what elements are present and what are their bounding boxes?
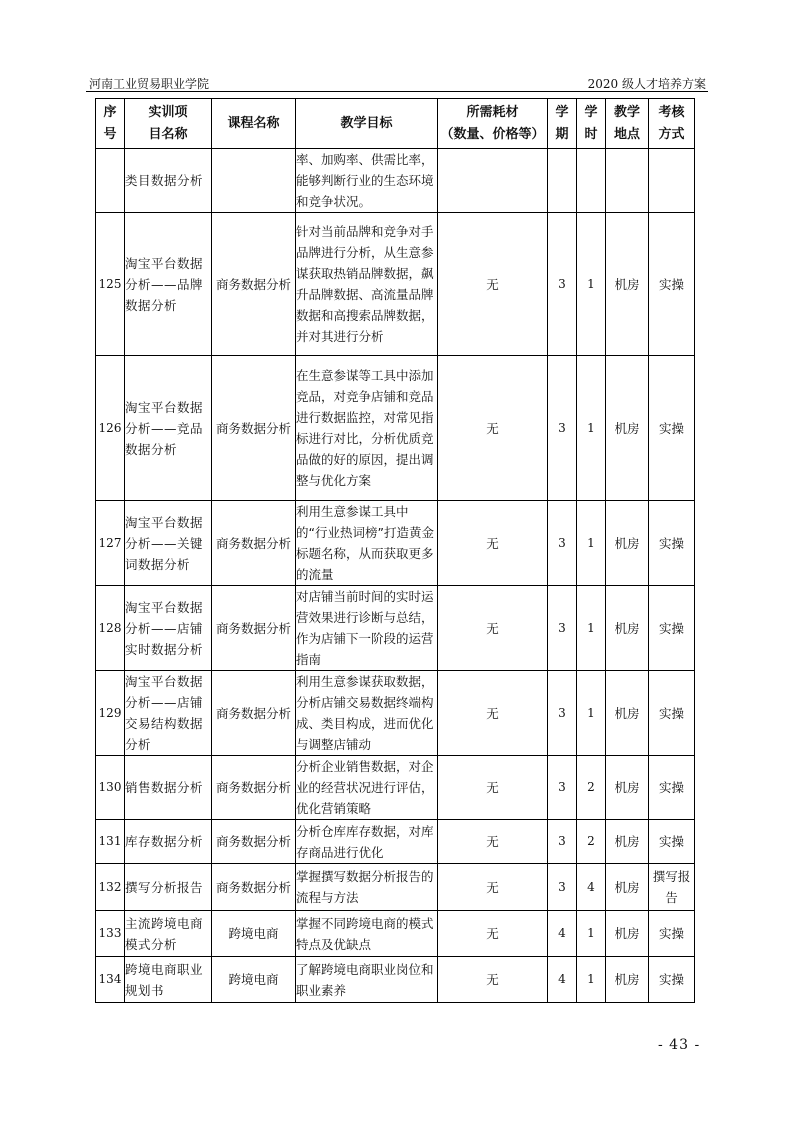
cell-assessment: 撰写报告 <box>649 864 695 911</box>
cell-term: 4 <box>548 911 577 957</box>
cell-location: 机房 <box>606 501 649 586</box>
cell-no: 125 <box>96 213 125 356</box>
cell-materials: 无 <box>438 501 548 586</box>
table-header-row <box>96 99 695 149</box>
cell-objective: 利用生意参谋工具中的“行业热词榜”打造黄金标题名称，从而获取更多的流量 <box>296 501 438 586</box>
training-projects-table <box>95 98 695 1003</box>
cell-course: 商务数据分析 <box>212 820 296 864</box>
cell-project: 淘宝平台数据分析——店铺交易结构数据分析 <box>125 671 212 756</box>
cell-materials: 无 <box>438 756 548 820</box>
cell-hours: 1 <box>577 501 606 586</box>
cell-materials: 无 <box>438 957 548 1003</box>
table-row <box>96 756 695 820</box>
cell-no: 132 <box>96 864 125 911</box>
cell-assessment: 实操 <box>649 586 695 671</box>
cell-course: 商务数据分析 <box>212 356 296 501</box>
cell-project: 淘宝平台数据分析——店铺实时数据分析 <box>125 586 212 671</box>
cell-course: 跨境电商 <box>212 957 296 1003</box>
cell-assessment: 实操 <box>649 957 695 1003</box>
cell-location: 机房 <box>606 756 649 820</box>
cell-course: 商务数据分析 <box>212 671 296 756</box>
cell-no: 131 <box>96 820 125 864</box>
table-row <box>96 820 695 864</box>
cell-objective: 了解跨境电商职业岗位和职业素养 <box>296 957 438 1003</box>
cell-assessment <box>649 149 695 213</box>
cell-term: 3 <box>548 864 577 911</box>
cell-location: 机房 <box>606 586 649 671</box>
cell-materials: 无 <box>438 213 548 356</box>
cell-project: 淘宝平台数据分析——竞品数据分析 <box>125 356 212 501</box>
cell-hours: 2 <box>577 756 606 820</box>
page-number: - 43 - <box>658 1037 701 1053</box>
cell-course: 商务数据分析 <box>212 586 296 671</box>
cell-assessment: 实操 <box>649 501 695 586</box>
cell-term: 3 <box>548 820 577 864</box>
header-project: 实训项 目名称 <box>125 99 212 149</box>
table-row <box>96 149 695 213</box>
table-row <box>96 957 695 1003</box>
table-row <box>96 213 695 356</box>
header-assessment: 考核 方式 <box>649 99 695 149</box>
cell-hours: 2 <box>577 820 606 864</box>
cell-project: 主流跨境电商模式分析 <box>125 911 212 957</box>
cell-assessment: 实操 <box>649 911 695 957</box>
cell-objective: 在生意参谋等工具中添加竞品，对竞争店铺和竞品进行数据监控，对常见指标进行对比，分析优质竞品做的好的原因，提出调整与优化方案 <box>296 356 438 501</box>
cell-no: 129 <box>96 671 125 756</box>
cell-materials: 无 <box>438 820 548 864</box>
institution-name: 河南工业贸易职业学院 <box>89 77 210 91</box>
cell-location <box>606 149 649 213</box>
cell-location: 机房 <box>606 671 649 756</box>
cell-location: 机房 <box>606 911 649 957</box>
cell-objective: 分析仓库库存数据，对库存商品进行优化 <box>296 820 438 864</box>
header-objective: 教学目标 <box>296 99 438 149</box>
cell-term: 4 <box>548 957 577 1003</box>
cell-course: 商务数据分析 <box>212 501 296 586</box>
cell-location: 机房 <box>606 356 649 501</box>
cell-project: 撰写分析报告 <box>125 864 212 911</box>
header-seq: 序 号 <box>96 99 125 149</box>
cell-project: 淘宝平台数据分析——关键词数据分析 <box>125 501 212 586</box>
cell-location: 机房 <box>606 864 649 911</box>
table-row <box>96 671 695 756</box>
cell-assessment: 实操 <box>649 356 695 501</box>
cell-objective: 掌握不同跨境电商的模式特点及优缺点 <box>296 911 438 957</box>
cell-hours: 4 <box>577 864 606 911</box>
cell-term: 3 <box>548 671 577 756</box>
table-row <box>96 501 695 586</box>
cell-location: 机房 <box>606 213 649 356</box>
cell-location: 机房 <box>606 820 649 864</box>
header-rule <box>86 91 708 92</box>
cell-course: 商务数据分析 <box>212 864 296 911</box>
cell-objective: 掌握撰写数据分析报告的流程与方法 <box>296 864 438 911</box>
cell-hours: 1 <box>577 911 606 957</box>
cell-hours: 1 <box>577 586 606 671</box>
table-row <box>96 864 695 911</box>
cell-course: 商务数据分析 <box>212 213 296 356</box>
table-row <box>96 356 695 501</box>
cell-term: 3 <box>548 356 577 501</box>
cell-objective: 分析企业销售数据，对企业的经营状况进行评估，优化营销策略 <box>296 756 438 820</box>
cell-hours: 1 <box>577 213 606 356</box>
header-materials: 所需耗材 （数量、价格等） <box>438 99 548 149</box>
cell-materials: 无 <box>438 586 548 671</box>
table-row <box>96 911 695 957</box>
cell-objective: 针对当前品牌和竞争对手品牌进行分析，从生意参谋获取热销品牌数据，飙升品牌数据、高流量品牌数据和高搜索品牌数据，并对其进行分析 <box>296 213 438 356</box>
cell-no: 127 <box>96 501 125 586</box>
cell-no: 128 <box>96 586 125 671</box>
cell-assessment: 实操 <box>649 820 695 864</box>
cell-term: 3 <box>548 756 577 820</box>
cell-project: 淘宝平台数据分析——品牌数据分析 <box>125 213 212 356</box>
cell-no: 130 <box>96 756 125 820</box>
cell-no: 134 <box>96 957 125 1003</box>
cell-no <box>96 149 125 213</box>
cell-objective: 率、加购率、供需比率，能够判断行业的生态环境和竞争状况。 <box>296 149 438 213</box>
table-row <box>96 586 695 671</box>
cell-assessment: 实操 <box>649 756 695 820</box>
cell-location: 机房 <box>606 957 649 1003</box>
cell-hours: 1 <box>577 957 606 1003</box>
cell-term: 3 <box>548 501 577 586</box>
cell-materials: 无 <box>438 356 548 501</box>
cell-hours: 1 <box>577 671 606 756</box>
cell-project: 类目数据分析 <box>125 149 212 213</box>
cell-no: 126 <box>96 356 125 501</box>
header-course: 课程名称 <box>212 99 296 149</box>
cell-materials: 无 <box>438 864 548 911</box>
cell-no: 133 <box>96 911 125 957</box>
cell-materials <box>438 149 548 213</box>
cell-objective: 对店铺当前时间的实时运营效果进行诊断与总结，作为店铺下一阶段的运营指南 <box>296 586 438 671</box>
cell-course <box>212 149 296 213</box>
cell-materials: 无 <box>438 911 548 957</box>
cell-assessment: 实操 <box>649 213 695 356</box>
cell-materials: 无 <box>438 671 548 756</box>
header-location: 教学 地点 <box>606 99 649 149</box>
cell-course: 跨境电商 <box>212 911 296 957</box>
document-title: 2020 级人才培养方案 <box>587 77 706 91</box>
cell-term: 3 <box>548 586 577 671</box>
cell-project: 销售数据分析 <box>125 756 212 820</box>
cell-course: 商务数据分析 <box>212 756 296 820</box>
cell-assessment: 实操 <box>649 671 695 756</box>
header-term: 学 期 <box>548 99 577 149</box>
cell-objective: 利用生意参谋获取数据，分析店铺交易数据终端构成、类目构成，进而优化与调整店铺动 <box>296 671 438 756</box>
cell-term: 3 <box>548 213 577 356</box>
header-hours: 学 时 <box>577 99 606 149</box>
cell-project: 库存数据分析 <box>125 820 212 864</box>
cell-hours: 1 <box>577 356 606 501</box>
cell-hours <box>577 149 606 213</box>
cell-project: 跨境电商职业规划书 <box>125 957 212 1003</box>
cell-term <box>548 149 577 213</box>
